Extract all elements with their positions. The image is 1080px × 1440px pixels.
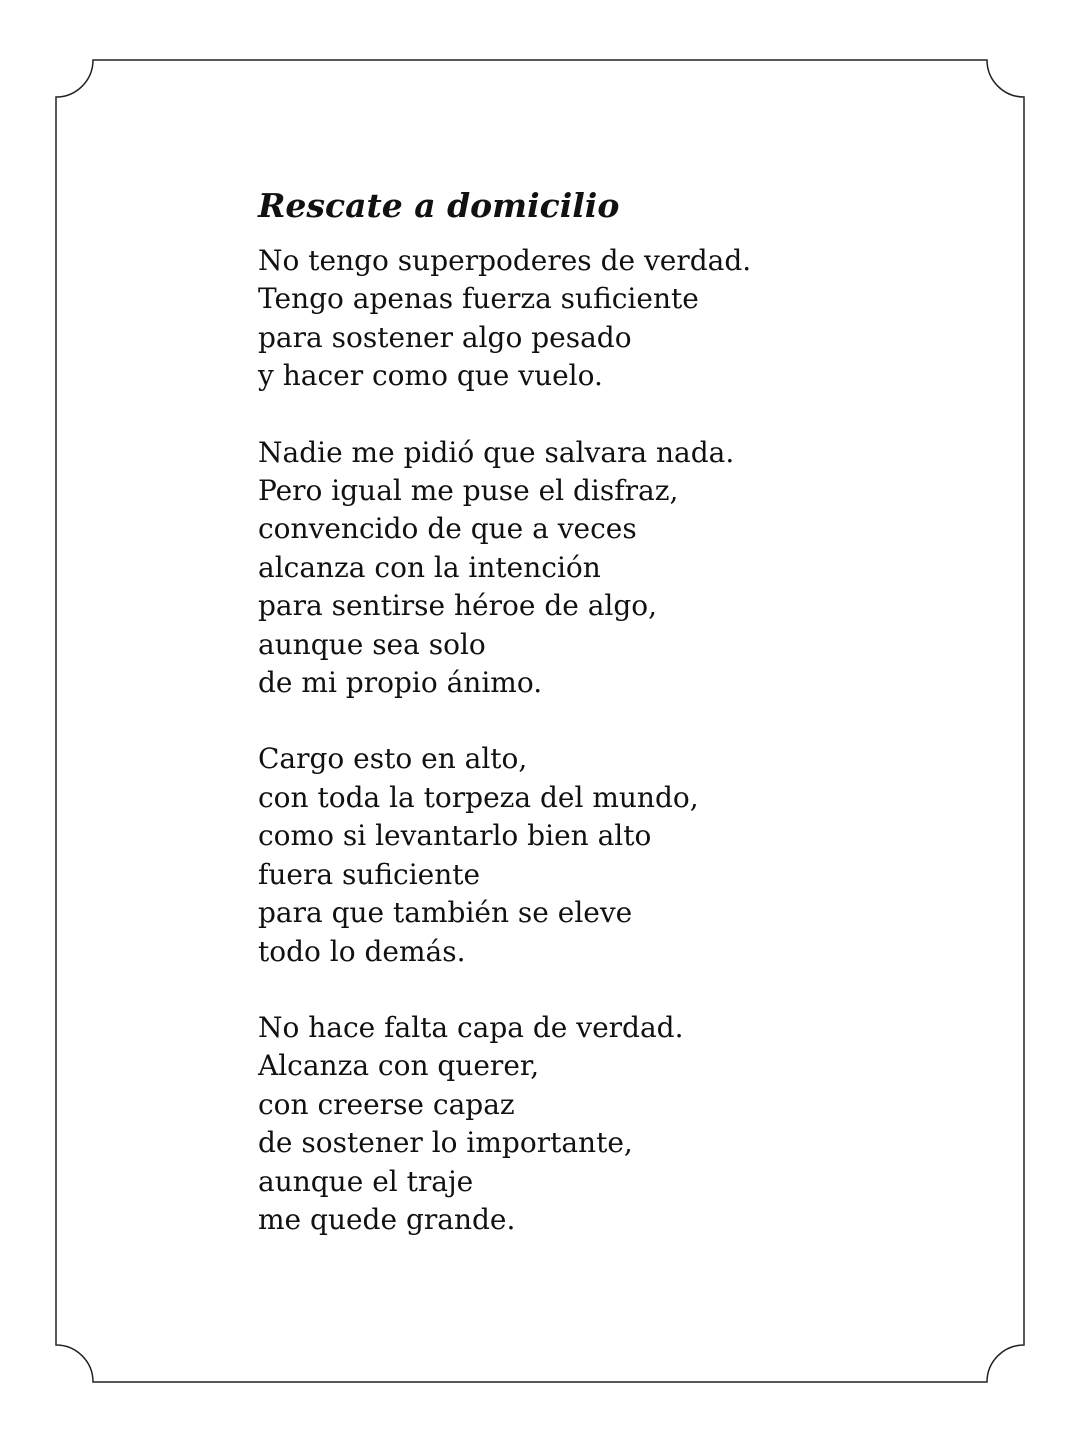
poem-line: para que también se eleve bbox=[258, 896, 633, 930]
poem-line: de sostener lo importante, bbox=[258, 1126, 633, 1160]
stanza-4 bbox=[258, 1009, 958, 1239]
poem-line: No hace falta capa de verdad. bbox=[258, 1010, 684, 1044]
poem-body bbox=[258, 242, 958, 1239]
poem-line: me quede grande. bbox=[258, 1202, 516, 1236]
poem-line: como si levantarlo bien alto bbox=[258, 819, 652, 853]
poem-title: Rescate a domicilio bbox=[258, 186, 620, 225]
poem-line: convencido de que a veces bbox=[258, 512, 637, 546]
poem-line: para sentirse héroe de algo, bbox=[258, 589, 658, 623]
poem bbox=[258, 180, 958, 1277]
poem-line: aunque el traje bbox=[258, 1164, 474, 1198]
poem-line: Cargo esto en alto, bbox=[258, 742, 528, 776]
poem-line: para sostener algo pesado bbox=[258, 320, 632, 354]
poem-line: Alcanza con querer, bbox=[258, 1049, 540, 1083]
poem-line: aunque sea solo bbox=[258, 627, 486, 661]
stanza-2 bbox=[258, 434, 958, 703]
poem-line: Pero igual me puse el disfraz, bbox=[258, 474, 679, 508]
stanza-3 bbox=[258, 740, 958, 970]
poem-line: No tengo superpoderes de verdad. bbox=[258, 244, 752, 277]
stanza-1 bbox=[258, 242, 958, 396]
poem-line: con toda la torpeza del mundo, bbox=[258, 780, 699, 814]
poem-line: alcanza con la intención bbox=[258, 550, 601, 584]
poem-line: fuera suficiente bbox=[258, 857, 481, 891]
poem-line: Nadie me pidió que salvara nada. bbox=[258, 435, 735, 469]
poem-line: con creerse capaz bbox=[258, 1087, 515, 1121]
poem-line: de mi propio ánimo. bbox=[258, 666, 543, 700]
poem-line: y hacer como que vuelo. bbox=[258, 359, 603, 393]
poem-line: Tengo apenas fuerza suficiente bbox=[258, 282, 699, 316]
poem-line: todo lo demás. bbox=[258, 934, 466, 968]
